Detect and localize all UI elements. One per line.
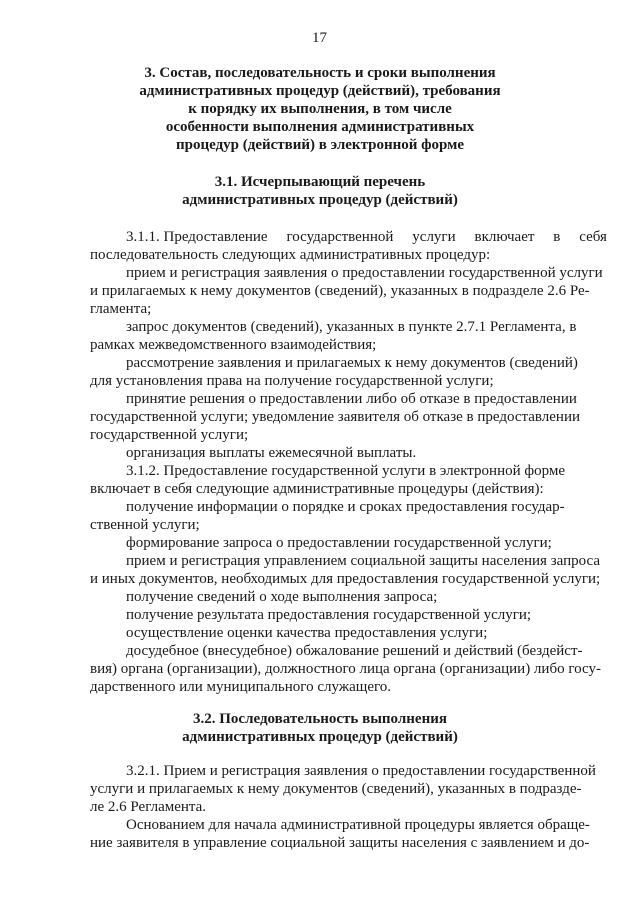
page-number: 17 [312,30,327,46]
paragraph-line: государственной услуги; [90,427,249,443]
heading-line: 3.1. Исчерпывающий перечень [214,174,426,190]
paragraph-line: рассмотрение заявления и прилагаемых к нему документов (сведений) [126,355,578,371]
paragraph-line: получение сведений о ходе выполнения запроса; [126,589,438,605]
heading-line: 3.2. Последовательность выполнения [193,711,447,727]
paragraph-line: услуги и прилагаемых к нему документов (сведений), указанных в подразде- [90,781,582,797]
paragraph-line: для установления права на получение государственной услуги; [90,373,494,389]
paragraph-line: дарственного или муниципального служащего. [90,679,392,695]
paragraph-line: формирование запроса о предоставлении государственной услуги; [126,535,552,551]
paragraph-line: получение информации о порядке и сроках предоставления государ- [126,499,565,515]
paragraph-line: ственной услуги; [90,517,200,533]
section-3-2-heading [80,710,560,746]
paragraph-line: досудебное (внесудебное) обжалование решений и действий (бездейст- [126,643,583,659]
paragraph-line: 3.2.1. Прием и регистрация заявления о предоставлении государственной [126,763,596,779]
paragraph-line: и иных документов, необходимых для предоставления государственной услуги; [90,571,601,587]
heading-line: особенности выполнения административных [165,119,475,135]
heading-line: процедур (действий) в электронной форме [175,137,465,153]
paragraph-line: Основанием для начала административной процедуры является обраще- [126,817,590,833]
paragraph-line: 3.1.1. Предоставление государственной услуги включает в себя [126,229,607,245]
heading-line: административных процедур (действий) [182,729,458,745]
paragraph-line: прием и регистрация заявления о предоставлении государственной услуги [126,265,603,281]
paragraph-line: и прилагаемых к нему документов (сведений), указанных в подразделе 2.6 Ре- [90,283,590,299]
section-3-1-heading [80,173,560,209]
section-3-heading [80,64,560,154]
paragraph-line: организация выплаты ежемесячной выплаты. [126,445,417,461]
paragraph-line: рамках межведомственного взаимодействия; [90,337,377,353]
paragraph-line: государственной услуги; уведомление заявителя об отказе в предоставлении [90,409,581,425]
paragraph-line: запрос документов (сведений), указанных в пункте 2.7.1 Регламента, в [126,319,577,335]
heading-line: 3. Состав, последовательность и сроки выполнения [144,65,496,81]
heading-line: административных процедур (действий), требования [139,83,501,99]
paragraph-line: вия) органа (организации), должностного лица органа (организации) либо госу- [90,661,601,677]
paragraph-line: включает в себя следующие административные процедуры (действия): [90,481,544,497]
paragraph-line: принятие решения о предоставлении либо об отказе в предоставлении [126,391,577,407]
heading-line: к порядку их выполнения, в том числе [188,101,452,117]
paragraph-line: получение результата предоставления государственной услуги; [126,607,532,623]
paragraph-line: осуществление оценки качества предоставления услуги; [126,625,488,641]
paragraph-line: ле 2.6 Регламента. [90,799,207,815]
paragraph-line: прием и регистрация управлением социальной защиты населения запроса [126,553,600,569]
heading-line: административных процедур (действий) [182,192,458,208]
paragraph-line: 3.1.2. Предоставление государственной услуги в электронной форме [126,463,566,479]
paragraph-line: последовательность следующих административных процедур: [90,247,491,263]
paragraph-line: ние заявителя в управление социальной защиты населения с заявлением и до- [90,835,590,851]
paragraph-line: гламента; [90,301,152,317]
